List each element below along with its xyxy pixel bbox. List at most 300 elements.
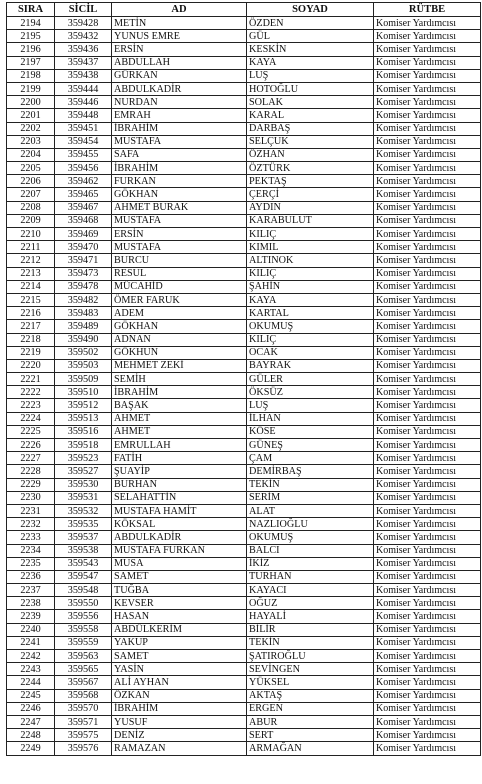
- cell-soyad: KARAL: [247, 109, 374, 122]
- cell-ad: İBRAHİM: [112, 386, 247, 399]
- table-row: [7, 584, 481, 597]
- cell-ad: AHMET: [112, 425, 247, 438]
- cell-sicil: 359563: [55, 650, 112, 663]
- cell-rutbe: Komiser Yardımcısı: [374, 267, 481, 280]
- cell-rutbe: Komiser Yardımcısı: [374, 557, 481, 570]
- cell-sicil: 359556: [55, 610, 112, 623]
- cell-rutbe: Komiser Yardımcısı: [374, 109, 481, 122]
- cell-sira: 2223: [7, 399, 55, 412]
- cell-rutbe: Komiser Yardımcısı: [374, 333, 481, 346]
- cell-sira: 2248: [7, 729, 55, 742]
- table-row: [7, 465, 481, 478]
- cell-soyad: ÇAM: [247, 452, 374, 465]
- cell-sira: 2231: [7, 504, 55, 517]
- table-row: [7, 491, 481, 504]
- cell-soyad: DARBAŞ: [247, 122, 374, 135]
- cell-sira: 2235: [7, 557, 55, 570]
- cell-sira: 2218: [7, 333, 55, 346]
- table-row: [7, 82, 481, 95]
- cell-soyad: YÜKSEL: [247, 676, 374, 689]
- cell-ad: YASİN: [112, 663, 247, 676]
- cell-sicil: 359470: [55, 241, 112, 254]
- cell-rutbe: Komiser Yardımcısı: [374, 412, 481, 425]
- cell-soyad: İLHAN: [247, 412, 374, 425]
- cell-soyad: GÜNEŞ: [247, 439, 374, 452]
- cell-ad: ALİ AYHAN: [112, 676, 247, 689]
- cell-rutbe: Komiser Yardımcısı: [374, 399, 481, 412]
- cell-rutbe: Komiser Yardımcısı: [374, 307, 481, 320]
- cell-sicil: 359559: [55, 636, 112, 649]
- cell-sicil: 359437: [55, 56, 112, 69]
- cell-ad: FURKAN: [112, 175, 247, 188]
- header-row: [7, 3, 481, 17]
- cell-sicil: 359448: [55, 109, 112, 122]
- cell-rutbe: Komiser Yardımcısı: [374, 425, 481, 438]
- table-row: [7, 452, 481, 465]
- cell-sira: 2213: [7, 267, 55, 280]
- table-row: [7, 623, 481, 636]
- cell-rutbe: Komiser Yardımcısı: [374, 584, 481, 597]
- cell-sira: 2239: [7, 610, 55, 623]
- cell-rutbe: Komiser Yardımcısı: [374, 214, 481, 227]
- table-row: [7, 254, 481, 267]
- cell-sira: 2225: [7, 425, 55, 438]
- cell-rutbe: Komiser Yardımcısı: [374, 82, 481, 95]
- cell-sicil: 359455: [55, 148, 112, 161]
- cell-ad: ADEM: [112, 307, 247, 320]
- cell-soyad: ABUR: [247, 715, 374, 728]
- cell-rutbe: Komiser Yardımcısı: [374, 518, 481, 531]
- cell-sira: 2201: [7, 109, 55, 122]
- cell-sicil: 359548: [55, 584, 112, 597]
- cell-sira: 2210: [7, 228, 55, 241]
- cell-soyad: KILIÇ: [247, 228, 374, 241]
- table-row: [7, 636, 481, 649]
- cell-soyad: TURHAN: [247, 570, 374, 583]
- table-row: [7, 715, 481, 728]
- cell-sicil: 359532: [55, 504, 112, 517]
- cell-sicil: 359509: [55, 373, 112, 386]
- cell-sicil: 359446: [55, 96, 112, 109]
- cell-sicil: 359502: [55, 346, 112, 359]
- cell-soyad: SELÇUK: [247, 135, 374, 148]
- table-row: [7, 175, 481, 188]
- cell-ad: RESUL: [112, 267, 247, 280]
- cell-sicil: 359473: [55, 267, 112, 280]
- cell-sicil: 359489: [55, 320, 112, 333]
- cell-soyad: HOTOĞLU: [247, 82, 374, 95]
- table-row: [7, 109, 481, 122]
- cell-sira: 2224: [7, 412, 55, 425]
- cell-sicil: 359513: [55, 412, 112, 425]
- cell-soyad: TEKİN: [247, 636, 374, 649]
- table-row: [7, 570, 481, 583]
- table-body: [7, 17, 481, 756]
- cell-ad: MEHMET ZEKİ: [112, 359, 247, 372]
- cell-soyad: DEMİRBAŞ: [247, 465, 374, 478]
- cell-sicil: 359575: [55, 729, 112, 742]
- cell-sicil: 359462: [55, 175, 112, 188]
- cell-sicil: 359523: [55, 452, 112, 465]
- cell-soyad: ALTINOK: [247, 254, 374, 267]
- cell-rutbe: Komiser Yardımcısı: [374, 241, 481, 254]
- cell-ad: MUSTAFA: [112, 135, 247, 148]
- cell-sicil: 359438: [55, 69, 112, 82]
- cell-sicil: 359451: [55, 122, 112, 135]
- cell-sira: 2200: [7, 96, 55, 109]
- cell-soyad: AYDIN: [247, 201, 374, 214]
- cell-soyad: ÖZTÜRK: [247, 162, 374, 175]
- table-row: [7, 544, 481, 557]
- cell-sicil: 359512: [55, 399, 112, 412]
- cell-soyad: KARABULUT: [247, 214, 374, 227]
- cell-sira: 2243: [7, 663, 55, 676]
- cell-sicil: 359565: [55, 663, 112, 676]
- cell-rutbe: Komiser Yardımcısı: [374, 69, 481, 82]
- cell-ad: GÖKHAN: [112, 188, 247, 201]
- cell-sira: 2242: [7, 650, 55, 663]
- cell-sicil: 359567: [55, 676, 112, 689]
- cell-soyad: KAYA: [247, 293, 374, 306]
- cell-sira: 2246: [7, 702, 55, 715]
- cell-rutbe: Komiser Yardımcısı: [374, 17, 481, 30]
- table-row: [7, 610, 481, 623]
- cell-sira: 2226: [7, 439, 55, 452]
- cell-sira: 2205: [7, 162, 55, 175]
- table-row: [7, 293, 481, 306]
- cell-ad: YUNUS EMRE: [112, 30, 247, 43]
- cell-sicil: 359531: [55, 491, 112, 504]
- table-row: [7, 504, 481, 517]
- cell-ad: İBRAHİM: [112, 702, 247, 715]
- cell-ad: ABDÜLKERİM: [112, 623, 247, 636]
- cell-rutbe: Komiser Yardımcısı: [374, 504, 481, 517]
- cell-sicil: 359432: [55, 30, 112, 43]
- cell-sira: 2221: [7, 373, 55, 386]
- cell-sicil: 359454: [55, 135, 112, 148]
- cell-ad: ERSİN: [112, 228, 247, 241]
- table-row: [7, 412, 481, 425]
- cell-rutbe: Komiser Yardımcısı: [374, 610, 481, 623]
- cell-rutbe: Komiser Yardımcısı: [374, 478, 481, 491]
- cell-ad: ABDULKADİR: [112, 82, 247, 95]
- table-row: [7, 557, 481, 570]
- cell-rutbe: Komiser Yardımcısı: [374, 346, 481, 359]
- cell-ad: FATİH: [112, 452, 247, 465]
- cell-soyad: ÖKSÜZ: [247, 386, 374, 399]
- header-sicil: SİCİL: [55, 3, 112, 17]
- cell-soyad: AKTAŞ: [247, 689, 374, 702]
- cell-sicil: 359467: [55, 201, 112, 214]
- table-row: [7, 162, 481, 175]
- cell-ad: SELAHATTİN: [112, 491, 247, 504]
- cell-soyad: HAYALİ: [247, 610, 374, 623]
- cell-rutbe: Komiser Yardımcısı: [374, 162, 481, 175]
- cell-ad: GÜRKAN: [112, 69, 247, 82]
- cell-ad: SAMET: [112, 570, 247, 583]
- cell-soyad: OKUMUŞ: [247, 320, 374, 333]
- table-row: [7, 43, 481, 56]
- table-row: [7, 373, 481, 386]
- cell-soyad: LUŞ: [247, 69, 374, 82]
- cell-sira: 2247: [7, 715, 55, 728]
- cell-sira: 2238: [7, 597, 55, 610]
- cell-sicil: 359550: [55, 597, 112, 610]
- table-row: [7, 399, 481, 412]
- table-row: [7, 280, 481, 293]
- cell-rutbe: Komiser Yardımcısı: [374, 531, 481, 544]
- table-row: [7, 17, 481, 30]
- cell-sira: 2211: [7, 241, 55, 254]
- table-row: [7, 228, 481, 241]
- table-row: [7, 650, 481, 663]
- cell-sira: 2228: [7, 465, 55, 478]
- cell-sicil: 359490: [55, 333, 112, 346]
- cell-sira: 2219: [7, 346, 55, 359]
- table-row: [7, 69, 481, 82]
- cell-rutbe: Komiser Yardımcısı: [374, 228, 481, 241]
- cell-rutbe: Komiser Yardımcısı: [374, 702, 481, 715]
- cell-ad: ÖZKAN: [112, 689, 247, 702]
- cell-rutbe: Komiser Yardımcısı: [374, 544, 481, 557]
- cell-sira: 2212: [7, 254, 55, 267]
- table-row: [7, 729, 481, 742]
- cell-soyad: ÖZHAN: [247, 148, 374, 161]
- cell-ad: AHMET: [112, 412, 247, 425]
- cell-rutbe: Komiser Yardımcısı: [374, 597, 481, 610]
- table-row: [7, 201, 481, 214]
- cell-rutbe: Komiser Yardımcısı: [374, 373, 481, 386]
- cell-ad: METİN: [112, 17, 247, 30]
- cell-rutbe: Komiser Yardımcısı: [374, 465, 481, 478]
- table-row: [7, 702, 481, 715]
- cell-soyad: ÇERÇİ: [247, 188, 374, 201]
- cell-sira: 2194: [7, 17, 55, 30]
- cell-soyad: TEKİN: [247, 478, 374, 491]
- cell-soyad: LUŞ: [247, 399, 374, 412]
- cell-soyad: OCAK: [247, 346, 374, 359]
- cell-soyad: GÜL: [247, 30, 374, 43]
- table-row: [7, 676, 481, 689]
- cell-ad: ADNAN: [112, 333, 247, 346]
- cell-rutbe: Komiser Yardımcısı: [374, 43, 481, 56]
- cell-soyad: KILIÇ: [247, 333, 374, 346]
- cell-rutbe: Komiser Yardımcısı: [374, 320, 481, 333]
- cell-sicil: 359465: [55, 188, 112, 201]
- cell-soyad: ŞAHİN: [247, 280, 374, 293]
- cell-soyad: KAYACI: [247, 584, 374, 597]
- cell-ad: MUSTAFA: [112, 214, 247, 227]
- cell-sicil: 359535: [55, 518, 112, 531]
- cell-ad: ŞUAYİP: [112, 465, 247, 478]
- cell-rutbe: Komiser Yardımcısı: [374, 715, 481, 728]
- cell-sira: 2233: [7, 531, 55, 544]
- cell-sicil: 359483: [55, 307, 112, 320]
- cell-sira: 2215: [7, 293, 55, 306]
- cell-soyad: SERİM: [247, 491, 374, 504]
- personnel-table: [6, 2, 481, 756]
- cell-rutbe: Komiser Yardımcısı: [374, 570, 481, 583]
- cell-soyad: GÜLER: [247, 373, 374, 386]
- cell-ad: SAFA: [112, 148, 247, 161]
- cell-ad: ERSİN: [112, 43, 247, 56]
- cell-sicil: 359527: [55, 465, 112, 478]
- cell-sira: 2216: [7, 307, 55, 320]
- cell-sira: 2232: [7, 518, 55, 531]
- cell-ad: EMRAH: [112, 109, 247, 122]
- table-row: [7, 346, 481, 359]
- cell-sira: 2198: [7, 69, 55, 82]
- table-row: [7, 359, 481, 372]
- cell-ad: İBRAHİM: [112, 122, 247, 135]
- cell-ad: BURHAN: [112, 478, 247, 491]
- cell-sicil: 359469: [55, 228, 112, 241]
- cell-rutbe: Komiser Yardımcısı: [374, 56, 481, 69]
- cell-sira: 2208: [7, 201, 55, 214]
- header-soyad: SOYAD: [247, 3, 374, 17]
- cell-sicil: 359543: [55, 557, 112, 570]
- cell-rutbe: Komiser Yardımcısı: [374, 359, 481, 372]
- cell-ad: İBRAHİM: [112, 162, 247, 175]
- table-row: [7, 518, 481, 531]
- cell-rutbe: Komiser Yardımcısı: [374, 676, 481, 689]
- cell-sicil: 359516: [55, 425, 112, 438]
- cell-soyad: BİLİR: [247, 623, 374, 636]
- cell-sira: 2214: [7, 280, 55, 293]
- table-row: [7, 386, 481, 399]
- cell-soyad: KARTAL: [247, 307, 374, 320]
- cell-ad: EMRULLAH: [112, 439, 247, 452]
- cell-ad: DENİZ: [112, 729, 247, 742]
- cell-soyad: BALCI: [247, 544, 374, 557]
- cell-sicil: 359518: [55, 439, 112, 452]
- cell-rutbe: Komiser Yardımcısı: [374, 689, 481, 702]
- table-row: [7, 96, 481, 109]
- cell-soyad: BAYRAK: [247, 359, 374, 372]
- cell-sira: 2237: [7, 584, 55, 597]
- cell-sira: 2207: [7, 188, 55, 201]
- table-row: [7, 425, 481, 438]
- cell-soyad: KIMIL: [247, 241, 374, 254]
- cell-rutbe: Komiser Yardımcısı: [374, 439, 481, 452]
- table-row: [7, 333, 481, 346]
- cell-rutbe: Komiser Yardımcısı: [374, 636, 481, 649]
- cell-sicil: 359530: [55, 478, 112, 491]
- cell-rutbe: Komiser Yardımcısı: [374, 135, 481, 148]
- cell-rutbe: Komiser Yardımcısı: [374, 742, 481, 755]
- cell-rutbe: Komiser Yardımcısı: [374, 452, 481, 465]
- cell-soyad: ÖZDEN: [247, 17, 374, 30]
- cell-sicil: 359570: [55, 702, 112, 715]
- cell-sira: 2206: [7, 175, 55, 188]
- cell-soyad: ŞATIROĞLU: [247, 650, 374, 663]
- cell-sira: 2227: [7, 452, 55, 465]
- cell-sira: 2240: [7, 623, 55, 636]
- cell-rutbe: Komiser Yardımcısı: [374, 96, 481, 109]
- cell-ad: ABDULKADİR: [112, 531, 247, 544]
- cell-rutbe: Komiser Yardımcısı: [374, 280, 481, 293]
- cell-sicil: 359482: [55, 293, 112, 306]
- table-row: [7, 689, 481, 702]
- cell-ad: RAMAZAN: [112, 742, 247, 755]
- cell-sicil: 359471: [55, 254, 112, 267]
- table-row: [7, 56, 481, 69]
- cell-ad: YAKUP: [112, 636, 247, 649]
- cell-rutbe: Komiser Yardımcısı: [374, 293, 481, 306]
- table-row: [7, 531, 481, 544]
- cell-sira: 2203: [7, 135, 55, 148]
- table-row: [7, 439, 481, 452]
- table-row: [7, 320, 481, 333]
- table-row: [7, 241, 481, 254]
- cell-ad: TUĞBA: [112, 584, 247, 597]
- cell-sicil: 359428: [55, 17, 112, 30]
- table-row: [7, 663, 481, 676]
- cell-rutbe: Komiser Yardımcısı: [374, 148, 481, 161]
- cell-rutbe: Komiser Yardımcısı: [374, 623, 481, 636]
- cell-ad: KÖKSAL: [112, 518, 247, 531]
- header-rutbe: RÜTBE: [374, 3, 481, 17]
- cell-rutbe: Komiser Yardımcısı: [374, 254, 481, 267]
- cell-sira: 2229: [7, 478, 55, 491]
- cell-sira: 2217: [7, 320, 55, 333]
- cell-ad: SAMET: [112, 650, 247, 663]
- table-row: [7, 148, 481, 161]
- cell-soyad: SOLAK: [247, 96, 374, 109]
- cell-rutbe: Komiser Yardımcısı: [374, 650, 481, 663]
- cell-sicil: 359576: [55, 742, 112, 755]
- table-row: [7, 478, 481, 491]
- cell-sira: 2230: [7, 491, 55, 504]
- cell-sicil: 359478: [55, 280, 112, 293]
- cell-sicil: 359547: [55, 570, 112, 583]
- cell-rutbe: Komiser Yardımcısı: [374, 491, 481, 504]
- cell-rutbe: Komiser Yardımcısı: [374, 188, 481, 201]
- cell-ad: BURCU: [112, 254, 247, 267]
- cell-sira: 2220: [7, 359, 55, 372]
- cell-sicil: 359538: [55, 544, 112, 557]
- cell-soyad: ERGEN: [247, 702, 374, 715]
- cell-sicil: 359571: [55, 715, 112, 728]
- table-row: [7, 597, 481, 610]
- cell-soyad: OĞUZ: [247, 597, 374, 610]
- cell-ad: MÜCAHİD: [112, 280, 247, 293]
- cell-sira: 2234: [7, 544, 55, 557]
- cell-soyad: ARMAĞAN: [247, 742, 374, 755]
- cell-soyad: SEVİNGEN: [247, 663, 374, 676]
- cell-soyad: NAZLIOĞLU: [247, 518, 374, 531]
- cell-sira: 2209: [7, 214, 55, 227]
- cell-sicil: 359537: [55, 531, 112, 544]
- cell-soyad: SERT: [247, 729, 374, 742]
- cell-rutbe: Komiser Yardımcısı: [374, 729, 481, 742]
- cell-sicil: 359510: [55, 386, 112, 399]
- cell-rutbe: Komiser Yardımcısı: [374, 30, 481, 43]
- cell-sicil: 359444: [55, 82, 112, 95]
- cell-soyad: KAYA: [247, 56, 374, 69]
- cell-soyad: OKUMUŞ: [247, 531, 374, 544]
- cell-ad: MUSTAFA FURKAN: [112, 544, 247, 557]
- cell-rutbe: Komiser Yardımcısı: [374, 663, 481, 676]
- cell-soyad: KILIÇ: [247, 267, 374, 280]
- cell-ad: AHMET BURAK: [112, 201, 247, 214]
- cell-ad: BAŞAK: [112, 399, 247, 412]
- cell-sira: 2202: [7, 122, 55, 135]
- cell-sira: 2195: [7, 30, 55, 43]
- table-row: [7, 122, 481, 135]
- cell-rutbe: Komiser Yardımcısı: [374, 386, 481, 399]
- cell-soyad: PEKTAŞ: [247, 175, 374, 188]
